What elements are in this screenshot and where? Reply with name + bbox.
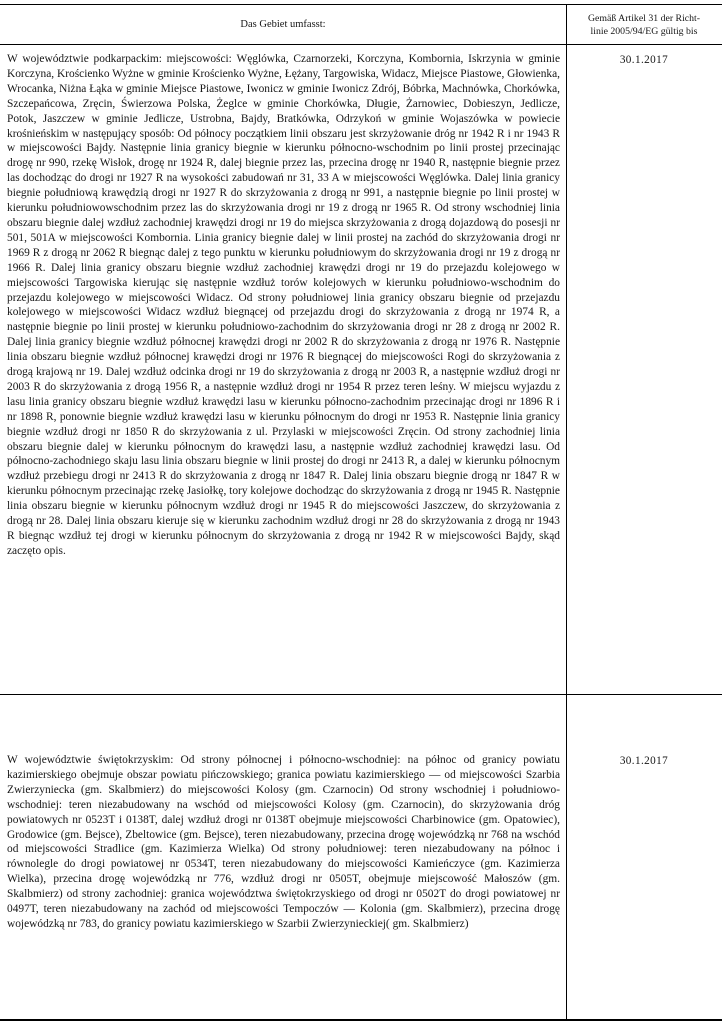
regions-table	[0, 4, 722, 1021]
validity-date: 30.1.2017	[619, 755, 669, 767]
column-header-area-label: Das Gebiet umfasst:	[240, 19, 326, 30]
area-description-cell	[0, 695, 566, 1019]
validity-date: 30.1.2017	[619, 54, 669, 66]
validity-date-cell	[566, 695, 721, 1019]
table-header-row	[0, 5, 722, 45]
column-header-validity-line1: Gemäß Artikel 31 der Richt-	[587, 12, 701, 24]
area-description-text: W województwie świętokrzyskim: Od strony północnej i północno-wschodniej: na północ od granicy powiatu kazimierskiego obejmuje obszar powiatu pińczowskiego; granica powiatu kazimierskiego — od miejscowości Szarbia Zwierzyniecka (gm. Skalbmierz) do miejscowości Kolosy (gm. Czarnocin) Od strony wschodniej i południowo- wschodniej: teren niezabudowany na wschód od miejscowości Kolosy (gm. Czarnocin), do skrzyżowania dróg powiatowych nr 0523T i 0138T, dalej wzdłuż drogi nr 0138T obejmuje miejscowości Charbinowice (gm. Opatowiec), Grodowice (gm. Bejsce), Zbeltowice (gm. Bejsce), teren niezabudowany, przecina drogę wojewódzką nr 768 na wschód od miejscowości Stradlice (gm. Kazimierza Wielka) Od strony południowej: teren niezabudowany na północ i równolegle do drogi powiatowej nr 0534T, teren niezabudowany do miejscowości Kamieńczyce (gm. Kazimierza Wielka), przecina drogę wojewódzką nr 776, wzdłuż drogi nr 0505T, obejmuje miejscowość Małoszów (gm. Skalbmierz) od strony zachodniej: granica województwa świętokrzyskiego od drogi nr 0502T do drogi powiatowej nr 0497T, teren niezabudowany na zachód od miejscowości Tempoczów — Kolonia (gm. Skalbmierz), przecina drogę wojewódzką nr 783, do granicy powiatu kazimierskiego w Szarbii Zwierzynieckiej( gm. Skalbmierz)	[7, 754, 560, 930]
validity-date-cell	[566, 45, 721, 694]
table-row	[0, 45, 722, 695]
area-description-cell	[0, 45, 566, 694]
column-header-area	[0, 5, 566, 44]
table-row	[0, 695, 722, 1021]
column-header-validity	[566, 5, 721, 44]
area-description-text: W województwie podkarpackim: miejscowości: Węglówka, Czarnorzeki, Korczyna, Kombornia, Iskrzynia w gminie Korczyna, Krościenko Wyżne w gminie Krościenko Wyżne, Łężany, Targowiska, Widacz, Miejsce Piastowe, Głowienka, Wrocanka, Niżna Łąka w gminie Miejsce Piastowe, Iwonicz w gminie Iwonicz Zdrój, Bóbrka, Machnówka, Chorkówka, Szczepańcowa, Zręcin, Świerzowa Polska, Żeglce w gminie Chorkówka, Długie, Żarnowiec, Dobieszyn, Jedlicze, Potok, Jaszczew w gminie Jedlicze, Ustrobna, Bajdy, Bratkówka, Odrzykoń w gminie Wojaszówka w powiecie krośnieńskim w następujący sposób: Od północy początkiem linii obszaru jest skrzyżowanie dróg nr 1942 R i nr 1943 R w miejscowości Bajdy. Następnie linia granicy biegnie w kierunku północno-wschodnim po linii prostej przecinając drogę nr 990, rzekę Wisłok, drogę nr 1924 R, dalej biegnie przez las, przecina drogę nr 1940 R, następnie biegnie przez las dochodząc do drogi nr 1927 R na wysokości zabudowań nr 31, 33 A w miejscowości Węglówka. Dalej linia granicy biegnie południową krawędzią drogi nr 1927 R do skrzyżowania z drogą nr 991, a następnie biegnie po linii prostej w kierunku południowowschodnim przez las do skrzyżowania drogi nr 19 z drogą nr 1965 R. Od strony wschodniej linia obszaru biegnie dalej wzdłuż zachodniej krawędzi drogi nr 19 do miejsca skrzyżowania z drogą dojazdową do posesji nr 501, 501A w miejscowości Kombornia. Linia granicy biegnie dalej w linii prostej na zachód do skrzyżowania drogi nr 1969 R z drogą nr 2062 R biegnąc dalej z tego punktu w kierunku południowym do skrzyżowania drogi nr 19 z drogą nr 1966 R. Dalej linia granicy obszaru biegnie wzdłuż zachodniej krawędzi drogi nr 19 do przejazdu kolejowego w miejscowości Targowiska kierując się następnie wzdłuż torów kolejowych w kierunku południowo-wschodnim do przejazdu kolejowego w miejscowości Widacz. Od strony południowej linia granicy obszaru biegnie od przejazdu kolejowego w miejscowości Widacz wzdłuż biegnącej od przejazdu drogi do skrzyżowania z drogą nr 1974 R, a następnie biegnie po linii prostej w kierunku południowo-zachodnim do skrzyżowania drogi nr 28 z drogą nr 2002 R. Dalej linia granicy biegnie wzdłuż północnej krawędzi drogi nr 2002 R do skrzyżowania z drogą nr 1976 R. Następnie linia obszaru biegnie wzdłuż północnej krawędzi drogi nr 1976 R biegnącej do miejscowości Rogi do skrzyżowania z drogą krajową nr 19. Dalej wzdłuż odcinka drogi nr 19 do skrzyżowania z drogą nr 2003 R, a następnie wzdłuż drogi nr 2003 R do skrzyżowania z drogą 1956 R, a następnie wzdłuż drogi nr 1954 R przez teren leśny. W miejscu wyjazdu z lasu linia granicy obszaru biegnie wzdłuż krawędzi lasu w kierunku północno-zachodnim przecinając drogi nr 1896 R i nr 1898 R, ponownie biegnie wzdłuż krawędzi lasu w kierunku północnym do drogi nr 1953 R. Następnie linia granicy biegnie wzdłuż drogi nr 1850 R do skrzyżowania z ul. Przylaski w miejscowości Zręcin. Od strony zachodniej linia obszaru biegnie dalej w kierunku północnym do krawędzi lasu, a następnie wzdłuż zachodniej krawędzi lasu. Od północno-zachodniego skaju lasu linia obszaru biegnie w linii prostej do drogi nr 2413 R, a dalej w kierunku północnym wzdłuż przebiegu drogi nr 2413 R do skrzyżowania z drogą nr 1847 R. Dalej linia obszaru biegnie drogą nr 1847 R w kierunku północnym przecinając rzekę Jasiołkę, tory kolejowe dochodząc do skrzyżowania z drogą nr 1945 R. Następnie linia obszaru biegnie w kierunku północnym wzdłuż drogi nr 1945 R do miejscowości Jaszczew, do skrzyżowania z drogą nr 28. Dalej linia obszaru kieruje się w kierunku zachodnim wzdłuż drogi nr 28 do skrzyżowania z drogą nr 1943 R biegnąc wzdłuż tej drogi w kierunku północnym do skrzyżowania z drogą nr 1942 R w miejscowości Bajdy, skąd zaczęto opis.	[7, 53, 560, 557]
column-header-validity-line2: linie 2005/94/EG gültig bis	[590, 25, 698, 37]
